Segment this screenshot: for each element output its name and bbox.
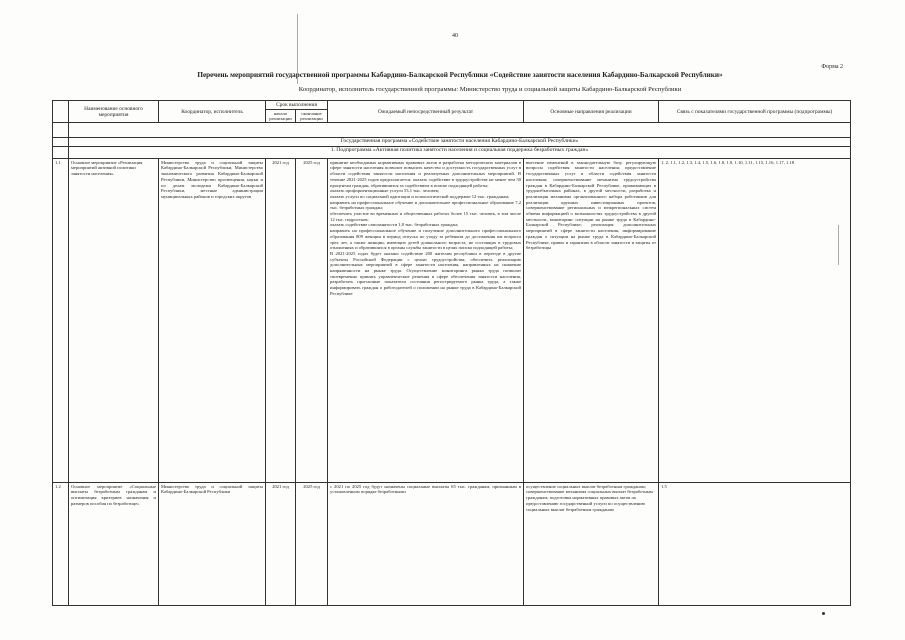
spacer-row (53, 123, 851, 138)
program-row (53, 138, 851, 147)
row-end: 2025 год (296, 482, 328, 605)
form-label: Форма 2 (821, 64, 843, 70)
table-row (53, 158, 851, 482)
row-number: 1.2 (53, 482, 69, 605)
result-item: оказать профориентационные услуги 53,1 тыс. человек; (330, 188, 440, 194)
row-indicators: 1.5 (659, 482, 851, 605)
row-start: 2021 год (266, 482, 296, 605)
row-start: 2021 год (266, 158, 296, 482)
row-result (328, 158, 524, 482)
row-measure-name: Основное мероприятие «Реализация мероприятий активной политики занятости населения» (69, 158, 159, 482)
row-end: 2025 год (296, 158, 328, 482)
result-item: направить на профессиональное обучение и получение дополнительного профессионального образования 809 женщин в период отпуска по уходу за ребенком до достижения им возраста трех лет, а также женщин, имеющих детей дошкольного возраста, не состоящих в трудовых отношениях и обратившихся в органы службы занятости в целях поиска подходящей работы; (330, 228, 522, 251)
header-result: Ожидаемый непосредственный результат (328, 101, 524, 123)
row-measure-name: Основное мероприятие «Социальные выплаты безработным гражданам и оптимизация критериев назначения и размеров пособия по безработице» (69, 482, 159, 605)
program-title: Государственная программа «Содействие занятости населения Кабардино-Балкарской Республики» (69, 138, 851, 147)
header-executor: Координатор, исполнитель (159, 101, 266, 123)
row-executor: Министерство труда и социальной защиты Кабардино-Балкарской Республики (159, 482, 266, 605)
header-directions: Основные направления реализации (524, 101, 659, 123)
scan-dot (822, 612, 825, 615)
header-name: Наименование основного мероприятия (69, 101, 159, 123)
header-indicators: Связь с показателями государственной программы (подпрограммы) (659, 101, 851, 123)
result-item: обеспечить участие во временных и общественных работах более 15 тыс. человек, в том числе 12 тыс. подростков; (330, 211, 522, 222)
subprogram-title: 1. Подпрограмма «Активная политика занятости населения и социальная поддержка безработных граждан» (69, 146, 851, 158)
page-number: 40 (452, 33, 458, 39)
result-item: В 2021-2025 годах будет оказано содействие 200 жителям республики в переезде в другие субъекты Российской Федерации с целью трудоустройства; обеспечить реализацию дополнительных мероприятий в сфере занятости населения, направленных на снижение напряженности на рынке труда. Осуществление мониторинга рынка труда позволит своевременно принять управленческие решения в сфере обеспечения занятости населения, разработать прогнозные показатели состояния регистрируемого рынка труда, а также информировать граждан о работодателей о положении на рынке труда в Кабардино-Балкарской Республике (330, 250, 522, 296)
result-item: оказать содействие самозанятости 1,8 тыс. безработных граждан; (330, 222, 459, 228)
header-start: начало реализации (266, 110, 296, 123)
row-directions: внесение изменений в законодательную базу, регулирующую вопросы содействия занятости населения; предоставление государственных услуг в области содействия занятости населения; совершенствование механизма трудоустройства граждан в Кабардино-Балкарской Республике, проживающих в трудоизбыточных районах, в другой местности, разработка и реализация механизма организованного набора работников для реализации крупных инвестиционных проектов, совершенствование региональных и межрегиональных систем обмена информацией о возможностях трудоустройства в другой местности, мониторинг ситуации на рынке труда в Кабардино-Балкарской Республике; реализация дополнительных мероприятий в сфере занятости населения, информирование граждан о ситуации на рынке труда в Кабардино-Балкарской Республике, правах и гарантиях в области занятости и защиты от безработицы (524, 158, 659, 482)
subprogram-row (53, 146, 851, 158)
result-item: направить на профессиональное обучение и дополнительное профессиональное образование 7,2 тыс. безработных граждан; (330, 199, 522, 211)
table-row (53, 482, 851, 605)
result-item: принятие необходимых нормативных правовых актов и разработка методических материалов в сфере занятости населения позволит повысить качество и доступность государственных услуг в области содействия занятости населения и реализуемых дополнительных мероприятий. В течение 2021-2025 годов предполагается: оказать содействие в трудоустройстве не менее чем 30 процентам граждан, обратившихся за содействием в поиске подходящей работы; (330, 159, 522, 188)
header-term: Срок выполнения (266, 101, 328, 110)
header-end: окончание реализации (296, 110, 328, 123)
row-number: 1.1 (53, 158, 69, 482)
row-result (328, 482, 524, 605)
result-item: оказать услуги по социальной адаптации и психологической поддержке 12 тыс. гражданам; (330, 193, 510, 199)
header-row (53, 101, 851, 110)
document-title: Перечень мероприятий государственной программы Кабардино-Балкарской Республики «Содействие занятости населения Кабардино-Балкарской Республики» (197, 71, 723, 79)
coordinator-line: Координатор, исполнитель государственной программы: Министерство труда и социальной защиты Кабардино-Балкарской Республики (298, 86, 682, 93)
row-executor: Министерство труда и социальной защиты Кабардино-Балкарской Республики, Министерство экономического развития Кабардино-Балкарской Республики, Министерство просвещения, науки и по делам молодежи Кабардино-Балкарской Республики, местные администрации муниципальных районов и городских округов (159, 158, 266, 482)
row-directions: осуществление социальных выплат безработным гражданам; совершенствование механизма социальных выплат безработным гражданам; подготовка нормативных правовых актов по предоставлению государственной услуги по осуществлению социальных выплат безработным гражданам (524, 482, 659, 605)
result-item: с 2021 по 2025 год будут назначены социальные выплаты 65 тыс. гражданам, признанным в установленном порядке безработными (330, 483, 522, 495)
measures-table (52, 100, 851, 606)
row-indicators: 1, 2, 1.1, 1.2, 1.3, 1.4, 1.5, 1.6, 1.8, 1.9, 1.10, 1.11, 1.15, 1.16, 1.17, 1.18 (659, 158, 851, 482)
scan-line (297, 14, 298, 84)
